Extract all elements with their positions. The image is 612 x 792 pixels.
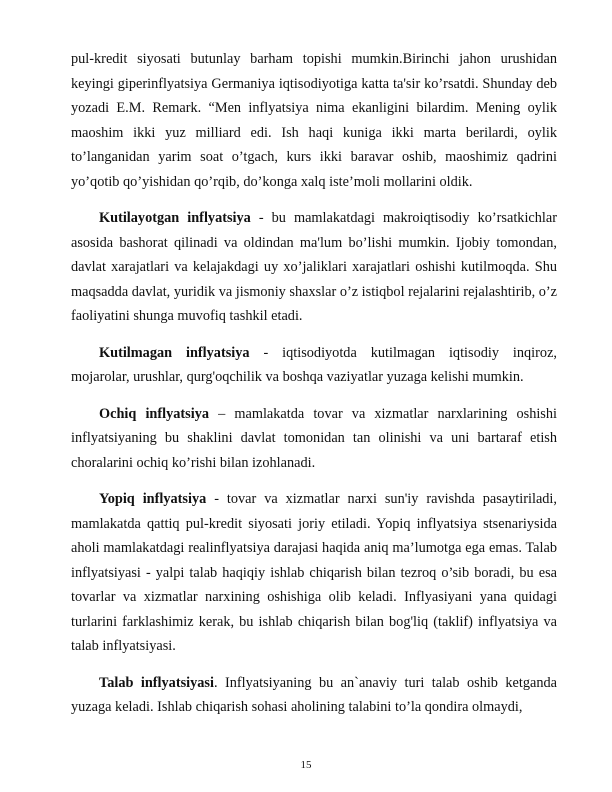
term-heading: Kutilayotgan inflyatsiya xyxy=(99,210,251,226)
paragraph-unexpected-inflation xyxy=(71,341,557,390)
page-number: 15 xyxy=(300,759,312,771)
paragraph-text: - iqtisodiyotda kutilmagan iqtisodiy inqiroz, mojarolar, urushlar, qurg'oqchilik va boshqa vaziyatlar yuzaga kelishi mumkin. xyxy=(71,344,557,385)
paragraph-expected-inflation xyxy=(71,206,557,329)
document-page xyxy=(71,47,557,732)
paragraph-intro xyxy=(71,47,557,194)
paragraph-text: . Inflyatsiyaning bu an`anaviy turi talab oshib ketganda yuzaga keladi. Ishlab chiqarish sohasi aholining talabini to’la qondira olmaydi, xyxy=(71,674,557,715)
paragraph-open-inflation xyxy=(71,402,557,476)
paragraph-text: pul-kredit siyosati butunlay barham topishi mumkin.Birinchi jahon urushidan keyingi giperinflyatsiya Germaniya iqtisodiyotiga katta ta'sir ko’rsatdi. Shunday deb yozadi E.M. Remark. “Men inflyatsiya nima ekanligini bilardim. Mening oylik maoshim ikki yuz milliard edi. Ish haqi kuniga ikki marta berilardi, oylik to’langanidan yarim soat o’tgach, kurs ikki baravar oshib, maoshimiz qadrini yo’qotib qo’yishidan qo’rqib, do’konga xalq iste’moli mollarini oldik. xyxy=(71,51,557,190)
term-heading: Kutilmagan inflyatsiya xyxy=(99,344,250,361)
paragraph-text: – mamlakatda tovar va xizmatlar narxlarining oshishi inflyatsiyaning bu shaklini davlat tomonidan tan olinishi va uni bartaraf etish choralarini ochiq ko’rishi bilan izohlanadi. xyxy=(71,405,557,471)
term-heading: Talab inflyatsiyasi xyxy=(99,674,214,691)
term-heading: Yopiq inflyatsiya xyxy=(99,491,207,507)
paragraph-demand-inflation xyxy=(71,671,557,720)
paragraph-text: - bu mamlakatdagi makroiqtisodiy ko’rsatkichlar asosida bashorat qilinadi va oldindan ma'lum bo’lishi mumkin. Ijobiy tomondan, davlat xarajatlari va kelajakdagi uy xo’jaliklari xarajatlari oshishi kutilmoqda. Shu maqsadda davlat, yuridik va jismoniy shaxslar o’z istiqbol rejalarini rejalashtirib, o’z faoliyatini shunga muvofiq tashkil etadi. xyxy=(71,210,557,324)
term-heading: Ochiq inflyatsiya xyxy=(99,405,209,422)
paragraph-text: - tovar va xizmatlar narxi sun'iy ravishda pasaytiriladi, mamlakatda qattiq pul-kredit siyosati joriy etiladi. Yopiq inflyatsiya stsenariysida aholi mamlakatdagi realinflyatsiya darajasi haqida aniq ma’lumotga ega emas. Talab inflyatsiyasi - yalpi talab haqiqiy ishlab chiqarish bilan tezroq o’sib boradi, bu esa tovarlar va xizmatlar narxining oshishiga olib keladi. Inflyasiyani yana quidagi turlarini farklashimiz kerak, bu ishlab chiqarish bilan bog'liq (taklif) inflyatsiya va talab inflyatsiyasi. xyxy=(71,491,557,654)
paragraph-closed-inflation xyxy=(71,487,557,659)
